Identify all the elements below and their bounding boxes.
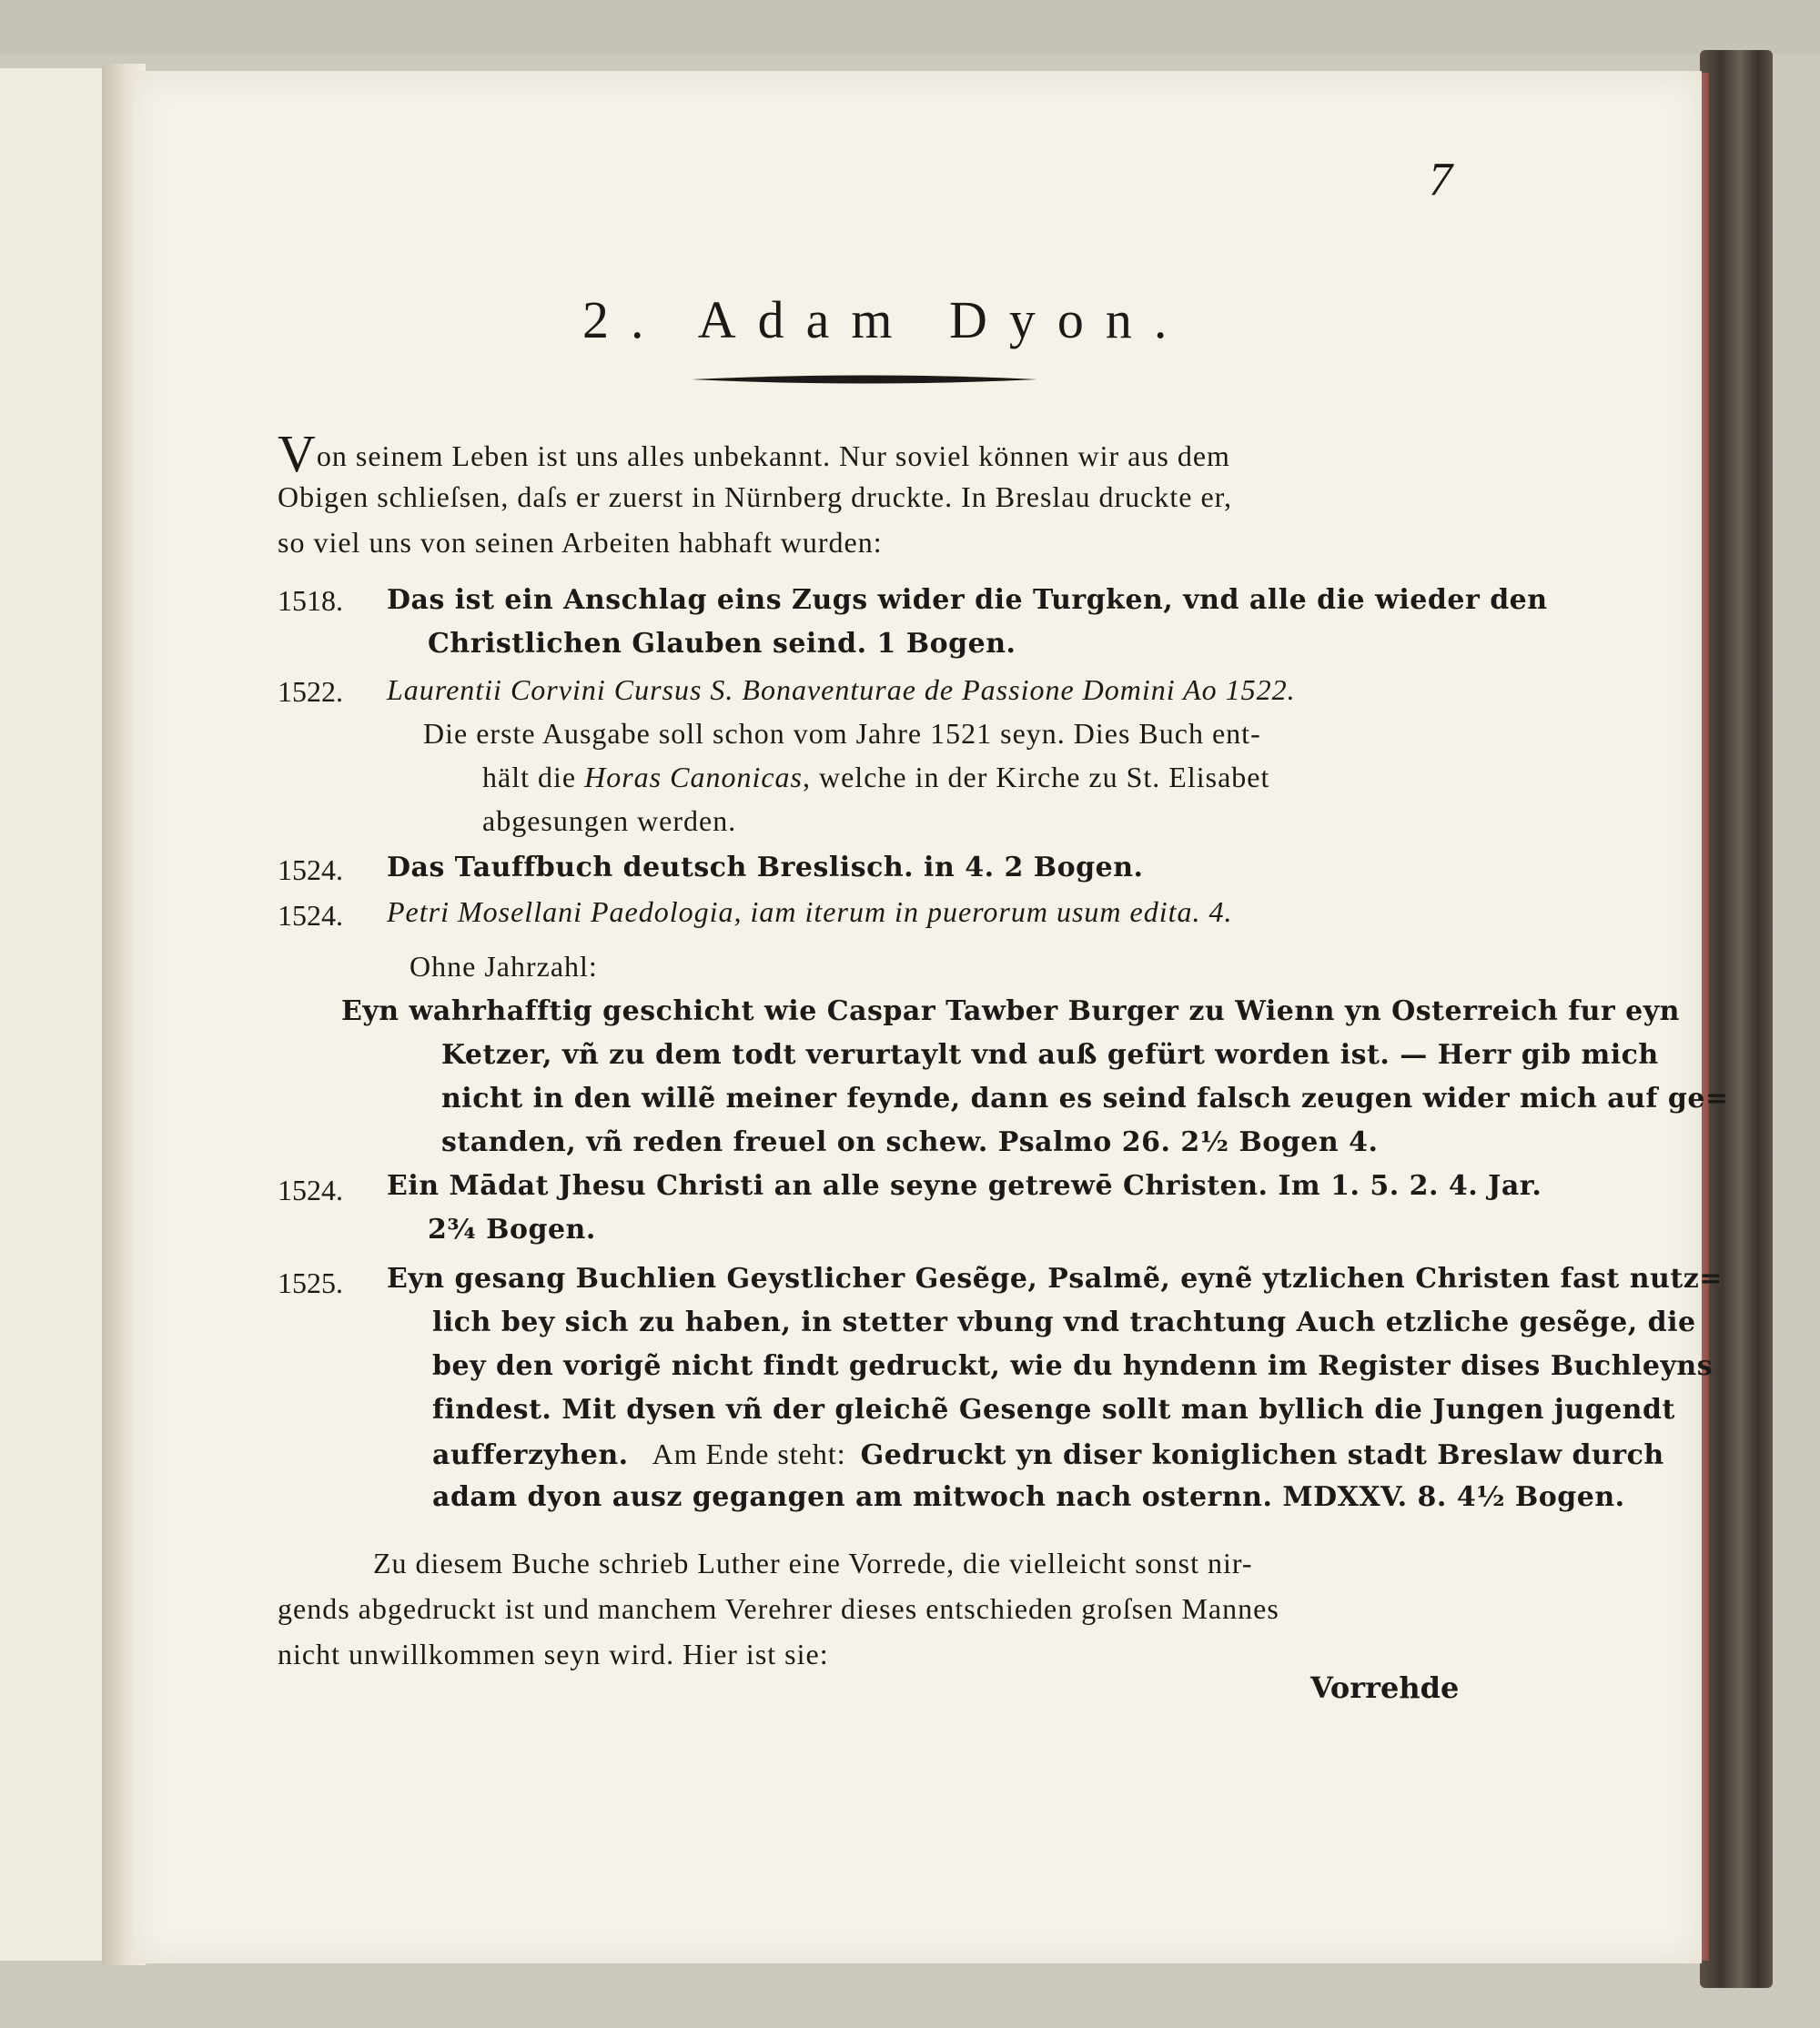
entry-text: 2¾ Bogen. (428, 1214, 596, 1246)
entry-text: Ketzer, vñ zu dem todt verurtaylt vnd auß gefürt worden ist. — Herr gib mich (441, 1039, 1659, 1071)
section-heading: Ohne Jahrzahl: (410, 950, 598, 983)
entry-text: Eyn gesang Buchlien Geystlicher Gesẽge, Psalmẽ, eynẽ ytzlichen Christen fast nutz= (387, 1263, 1723, 1295)
entry-year: 1524. (278, 853, 343, 886)
entry-text: findest. Mit dysen vñ der gleichẽ Gesenge sollt man byllich die Jungen jugendt (432, 1394, 1675, 1426)
page-number: 7 (1429, 154, 1452, 206)
scan-background (0, 0, 1820, 55)
entry-text: , welche in der Kirche zu St. Elisabet (802, 761, 1270, 793)
entry-text: Die erste Ausgabe soll schon vom Jahre 1521 seyn. Dies Buch ent- (423, 717, 1261, 750)
entry-text: lich bey sich zu haben, in stetter vbung vnd trachtung Auch etzliche gesẽge, die (432, 1307, 1696, 1338)
entry-text: Ein Mādat Jhesu Christi an alle seyne getrewē Christen. Im 1. 5. 2. 4. Jar. (387, 1170, 1542, 1202)
intro-line-3: so viel uns von seinen Arbeiten habhaft wurden: (278, 526, 883, 559)
intro-text: on seinem Leben ist uns alles unbekannt. Nur soviel können wir aus dem (316, 439, 1230, 472)
entry-text-line (482, 761, 1269, 794)
entry-note: Am Ende steht: (652, 1438, 846, 1470)
entry-year: 1524. (278, 899, 343, 932)
entry-text: standen, vñ reden freuel on schew. Psalmo 26. 2½ Bogen 4. (441, 1126, 1379, 1158)
entry-text: Das ist ein Anschlag eins Zugs wider die Turgken, vnd alle die wieder den (387, 584, 1548, 616)
entry-text: Eyn wahrhafftig geschicht wie Caspar Tawber Burger zu Wienn yn Osterreich fur eyn (341, 995, 1680, 1027)
entry-text: abgesungen werden. (482, 804, 737, 837)
entry-year: 1525. (278, 1266, 343, 1299)
book-spine (1700, 50, 1773, 1988)
intro-line-2: Obigen schlieſsen, daſs er zuerst in Nürnberg druckte. In Breslau druckte er, (278, 480, 1233, 513)
entry-text: Laurentii Corvini Cursus S. Bonaventurae de Passione Domini Ao 1522. (387, 673, 1296, 706)
entry-text: Christlichen Glauben seind. 1 Bogen. (428, 628, 1016, 660)
closing-line-1: Zu diesem Buche schrieb Luther eine Vorrede, die vielleicht sonst nir- (373, 1547, 1253, 1579)
entry-year: 1524. (278, 1174, 343, 1206)
closing-line-3: nicht unwillkommen seyn wird. Hier ist sie: (278, 1638, 829, 1670)
chapter-title: 2. Adam Dyon. (582, 290, 1189, 349)
drop-cap: V (278, 424, 317, 483)
intro-line-1 (278, 424, 1230, 483)
entry-text: Petri Mosellani Paedologia, iam iterum in puerorum usum edita. 4. (387, 895, 1233, 928)
entry-text: aufferzyhen. (432, 1439, 629, 1471)
ornament-rule (692, 373, 1037, 386)
entry-text: bey den vorigẽ nicht findt gedruckt, wie du hyndenn im Register dises Buchleyns (432, 1350, 1714, 1382)
closing-line-2: gends abgedruckt ist und manchem Verehrer dieses entschieden groſsen Mannes (278, 1592, 1279, 1625)
catchword: Vorrehde (1310, 1670, 1460, 1705)
entry-text-line (432, 1438, 1664, 1471)
left-page-edge (0, 68, 109, 1961)
entry-year: 1522. (278, 675, 343, 708)
entry-title-italic: Horas Canonicas (584, 761, 803, 793)
entry-text: adam dyon ausz gegangen am mitwoch nach osternn. MDXXV. 8. 4½ Bogen. (432, 1481, 1625, 1513)
entry-text: nicht in den willẽ meiner feynde, dann es seind falsch zeugen wider mich auf ge= (441, 1083, 1729, 1115)
entry-year: 1518. (278, 584, 343, 617)
entry-text: hält die (482, 761, 585, 793)
entry-text: Das Tauffbuch deutsch Breslisch. in 4. 2 Bogen. (387, 852, 1144, 883)
entry-text: Gedruckt yn diser koniglichen stadt Breslaw durch (860, 1439, 1664, 1471)
